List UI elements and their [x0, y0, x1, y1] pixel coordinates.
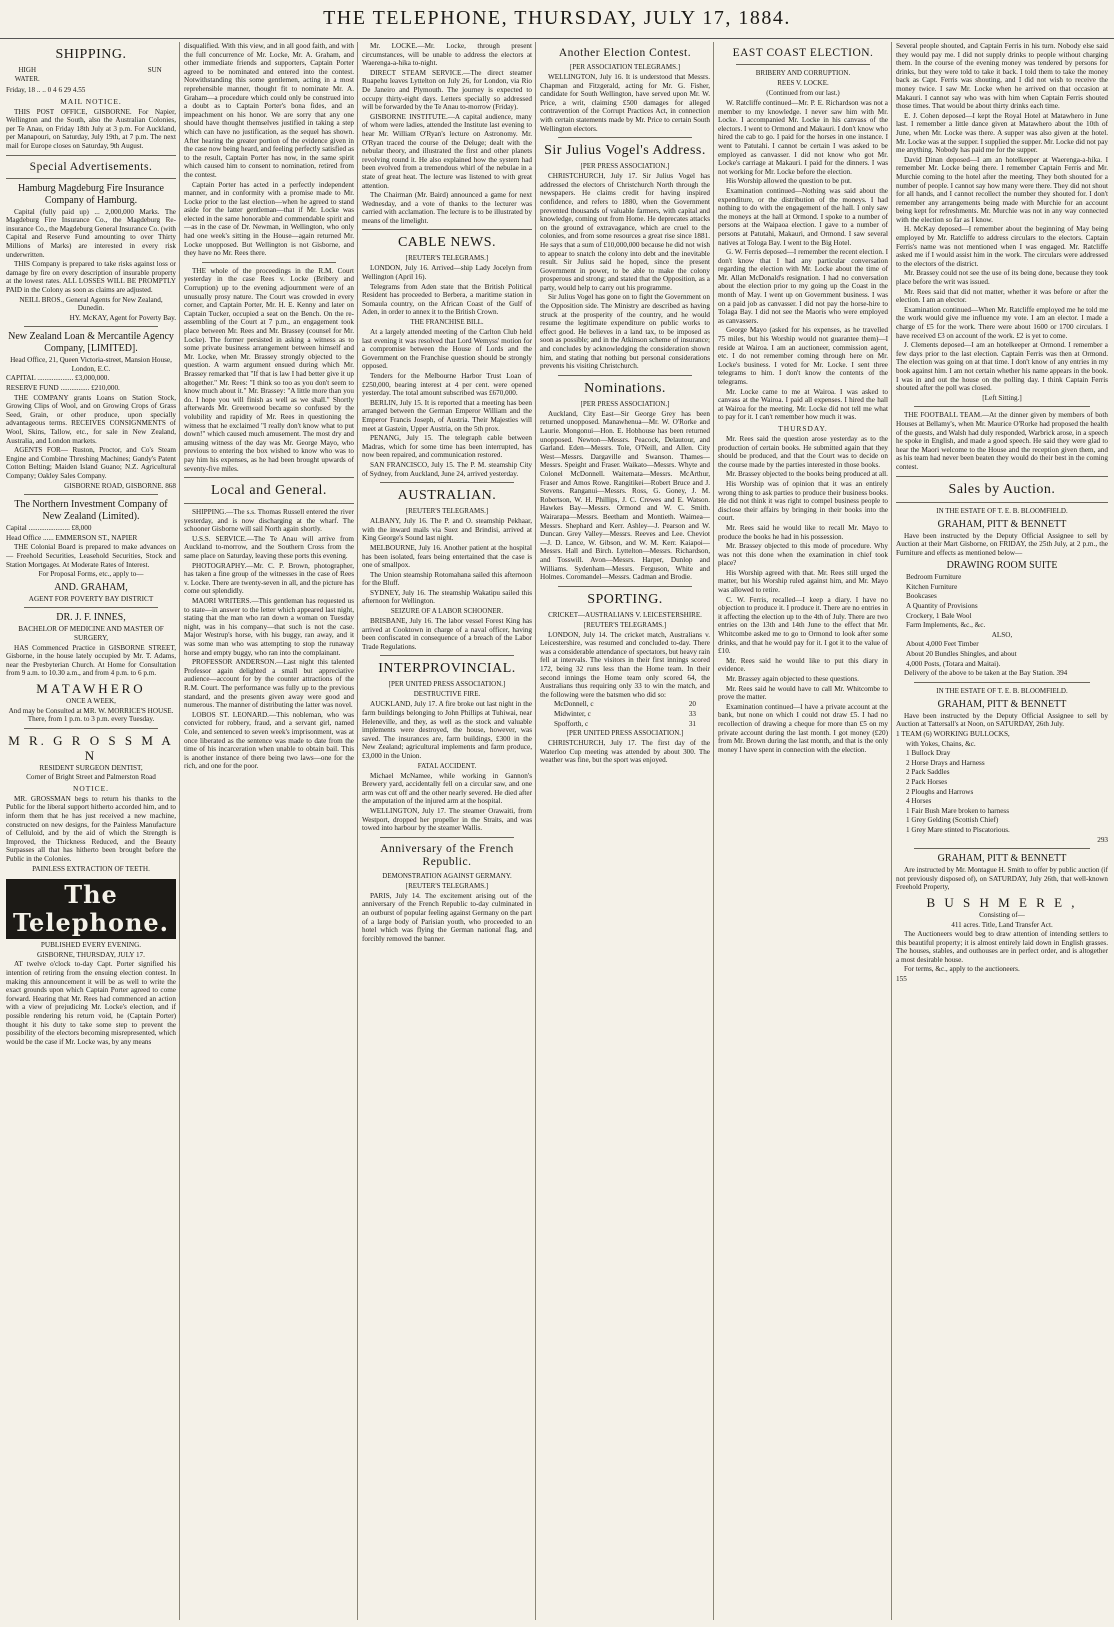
local-item: SHIPPING.—The s.s. Thomas Russell entered the river yesterday, and is now discharging at the wharf. The schooner Gisborne will sail North again shortly.	[184, 508, 354, 534]
evidence-para: Mr. Rees said he would have to call Mr. Whitcombe to prove the matter.	[718, 684, 888, 702]
auction-item: Farm Implements, &c., &c.	[906, 621, 986, 630]
local-item: PHOTOGRAPHY.—Mr. C. P. Brown, photographer, has taken a fine group of the witnesses in the case of Rees v. Locke. There are twenty-seven in all, and the picture has come out splendidly.	[184, 561, 354, 596]
evidence-para: C. W. Ferris, recalled—I keep a diary. I have no objection to produce it. I produce it. There are no entries in it affecting the election up to the 4th of July. There are two entries on the 13th and 14th June to the effect that Mr. Whitcombe asked me to go to Ormond to look after some drinks, and that he would pay for it. I got it to the value of £10.	[718, 595, 888, 656]
score-name: Spofforth, c	[554, 719, 589, 728]
auctioneer-name: GRAHAM, PITT & BENNETT	[937, 518, 1067, 530]
closing-text: The Auctioneers would beg to draw attention of intending settlers to this beautiful property; it is almost entirely laid down in English grasses. The houses, stables, and outhouses are in perfect order, and is altogether a most desirable house.	[896, 930, 1108, 964]
evidence-para: His Worship agreed with that. Mr. Rees still urged the matter, but his Worship ruled against him, and Mr. Mayo was allowed to retire.	[718, 568, 888, 595]
nominations-source: [PER PRESS ASSOCIATION.]	[580, 399, 670, 408]
waterloo-source: [PER UNITED PRESS ASSOCIATION.]	[566, 729, 684, 738]
teeth-line: PAINLESS EXTRACTION OF TEETH.	[32, 864, 150, 873]
acres-line: 411 acres. Title, Land Transfer Act.	[951, 920, 1053, 929]
innes-name: DR. J. F. INNES,	[56, 612, 126, 624]
column-1	[6, 42, 176, 1620]
hamburg-ad-title: Hamburg Magdeburg Fire Insurance Company of Hamburg.	[18, 182, 164, 206]
australian-item: The Union steamship Rotomahana sailed this afternoon for the Bluff.	[362, 570, 532, 588]
auction-item: 4 Horses	[906, 797, 932, 806]
auction-item: with Yokes, Chains, &c.	[906, 739, 976, 748]
evidence-para: Mr. Locke came to me at Wairoa. I was asked to canvass at the Wairoa. I paid all expenses. I hired the hall at Wairoa for the meeting. Mr. Locke did not tell me what to pay for it. I can't remember how much it was.	[718, 387, 888, 422]
hamburg-ad-text-2: THIS Company is prepared to take risks against loss or damage by fire on every description of insurable property at the lowest rates. ALL LOSSES WILL BE PROMPTLY PAID in the Colony as soon as claims are adjusted.	[6, 260, 176, 294]
cable-item: At a largely attended meeting of the Carlton Club held last evening it was resolved that Lord Wemyss' motion for a compromise between the House of Lords and the Government on the Franchise question should be strongly opposed.	[362, 328, 532, 371]
auction-item: 2 Ploughs and Harrows	[906, 787, 974, 796]
evidence-para: E. J. Cohen deposed—I kept the Royal Hotel at Matawhero in June last. I remember a little dance given at Matawhero about the 10th of June, when Mr. Locke was there. A supper was also given at the hotel. Mr. Locke was at the supper. I supplied the supper. Mr. Locke did not pay me anything. Nobody has paid me for the supper.	[896, 111, 1108, 155]
grossman-sub: RESIDENT SURGEON DENTIST,	[39, 763, 143, 772]
interprovincial-item: WELLINGTON, July 17. The steamer Orawaiti, from Westport, dropped her propeller in the Straits, and was towed into harbour by the steamer Wallis.	[362, 806, 532, 833]
franchise-heading: THE FRANCHISE BILL.	[410, 318, 484, 327]
interprovincial-item: Michael McNamee, while working in Gannon's Brewery yard, accidentally fell on a circular saw, and one arm was cut off and the other nearly severed. He died after the amputation of the injured arm at the hospital.	[362, 771, 532, 806]
auctioneer-name: GRAHAM, PITT & BENNETT	[937, 853, 1067, 865]
australian-item: MELBOURNE, July 16. Another patient at the hospital has been isolated, fears being entertained that the case is one of smallpox.	[362, 543, 532, 570]
telephone-logo: The Telephone.	[6, 879, 176, 939]
case-title: REES V. LOCKE.	[777, 79, 829, 87]
australian-item: ALBANY, July 16. The P. and O. steamship Pekhaar, with the inward mails via Suez and Brindisi, arrived at King George's Sound last night.	[362, 517, 532, 543]
evidence-para: Several people shouted, and Captain Ferris in his turn. Nobody else said they would pay me. I did not supply drinks to people without charging them. In the course of the evening money was tendered by persons for drinks, but they were told to take it back. I told them to take the money back as Capt. Ferris was shouting, and I did not wish to receive the money twice. I saw Mr. Locke when he arrived on that occasion at Makauri. I cannot say who was with him when Captain Ferris shouted those times. That would be about thirty drinks each time.	[896, 42, 1108, 111]
estate-heading: IN THE ESTATE OF T. E. B. BLOOMFIELD.	[936, 506, 1068, 515]
continued-note: (Continued from our last.)	[766, 89, 840, 97]
auction-text: Have been instructed by the Deputy Official Assignee to sell by Auction at Tattersall's at Noon, on SATURDAY, 26th July.	[896, 711, 1108, 729]
election-contest-heading: Another Election Contest.	[558, 47, 692, 59]
dateline: GISBORNE, THURSDAY, JULY 17.	[37, 950, 145, 959]
nzloan-agents: AGENTS FOR— Ruston, Proctor, and Co's Steam Engine and Combine Threshing Machines; Gandy's Patent Cotton Belting; Maiden Island Guano; N.Z. Agricultural Company; Oakley Sales Company.	[6, 446, 176, 480]
seizure-heading: SEIZURE OF A LABOR SCHOONER.	[390, 607, 504, 616]
left-sitting: [Left Sitting.]	[982, 393, 1022, 402]
consisting-label: Consisting of—	[979, 910, 1025, 919]
notice-text: MR. GROSSMAN begs to return his thanks to the Public for the liberal support hitherto accorded him, and to inform them that he has just received a new machine, constructed on new designs, for the Painless Manufacture of Celluloid, and by the aid of which the Strength is Improved, the Thickness Reduced, and the Beauty Surpasses all that has hitherto been brought before the Public in the Colonies.	[6, 794, 176, 864]
auctioneer-name: GRAHAM, PITT & BENNETT	[937, 698, 1067, 710]
score-value: 31	[688, 719, 696, 728]
bribery-heading: BRIBERY AND CORRUPTION.	[755, 69, 851, 77]
cricket-source: [REUTER'S TELEGRAMS.]	[583, 620, 667, 629]
auction-item: 2 Horse Drays and Harness	[906, 758, 985, 767]
delivery-note: Delivery of the above to be taken at the Bay Station. 394	[904, 669, 1068, 678]
graham-sub: AGENT FOR POVERTY BAY DISTRICT	[28, 594, 154, 603]
election-contest-source: [PER ASSOCIATION TELEGRAMS.]	[569, 63, 681, 71]
column-2	[184, 42, 354, 1620]
hamburg-ad-text: Capital (fully paid up) ... 2,000,000 Marks. The Magdeburg Fire Insurance Co., the Magdeburg Re-insurance Co., the Magdeburg General Insurance Co. (with Capital and Reserve Fund amounting to over Thirty Millions of Marks) are interested in every risk underwritten.	[6, 207, 176, 259]
vogel-text-2: Sir Julius Vogel has gone on to fight the Government on the Opposition side. The Ministry are described as having struck at the prosperity of the country, and he would resume the legitimate expenditure on public works to effect good. He believes in a land tax, to be imposed as soon as possible; and in the Atkinson scheme of insurance; and concludes by acknowledging the consideration shown him, and stating that nothing but personal considerations prevents his visiting Christchurch.	[540, 293, 710, 371]
mail-notice-text: THIS POST OFFICE, GISBORNE. For Napier, Wellington and the South, also the Australian Colonies, per Te Anau, on Friday 18th July at 3 p.m. For Auckland, per Manapouri, on Saturday, July 19th, at 7 p.m. The next mail for Europe closes on Saturday, 9th August.	[6, 107, 176, 150]
local-item: U.S.S. SERVICE.—The Te Anau will arrive from Auckland to-morrow, and the Southern Cross from the same place on Saturday, leaving these ports this evening.	[184, 534, 354, 561]
auction-item: Crockery, 1 Bale Wool	[906, 611, 972, 620]
northern-capital: Capital ....................... £8,000	[6, 524, 92, 533]
tides-header	[6, 66, 176, 84]
leader-para-2: Captain Porter has acted in a perfectly independent manner, and in conformity with a promise made to Mr. Locke prior to the last election—when he agreed to stand aside for the latter gentleman—that if Mr. Locke was elected in the same honorable and commendable spirit and—as in the case of Dr. Newman, in Wellington, who only had one week's sitting in the House—again returned Mr. Locke unopposed. But Wellington is not Gisborne, and they have no Mr. Rees there.	[184, 180, 354, 258]
innes-text: HAS Commenced Practice in GISBORNE STREET, Gisborne, in the house lately occupied by Mr. T. Adams, near the Presbyterian Church. At Home for Consultation from 9 a.m. to 10.30 a.m., and from 4 p.m. to 6 p.m.	[6, 643, 176, 678]
east-coast-heading: EAST COAST ELECTION.	[732, 47, 874, 59]
graham-label: For Proposal Forms, etc., apply to—	[38, 570, 144, 579]
bushmere-title: B U S H M E R E ,	[926, 894, 1078, 910]
score-value: 20	[688, 700, 696, 709]
masthead: THE TELEPHONE, THURSDAY, JULY 17, 1884.	[0, 0, 1114, 39]
nzloan-ad-title: New Zealand Loan & Mercantile Agency Company, [LIMITED].	[8, 331, 174, 355]
column-rule	[713, 42, 714, 1620]
local-item: DIRECT STEAM SERVICE.—The direct steamer Ruapehu leaves Lyttelton on July 26, for London, via Rio De Janeiro and Plymouth. The journey is expected to occupy thirty-eight days. Letters specially so addressed will be forwarded by the Te Anau to-morrow (Friday).	[362, 68, 532, 112]
evidence-para: H. McKay deposed—I remember about the beginning of May being employed by Mr. Ratcliffe to address circulars to the electors. Captain Ferris's name was not mentioned when I was engaged. Mr. Ratcliffe asked me if I would assist him in the work. The circulars were addressed to the electors of the district.	[896, 225, 1108, 268]
nominations-text: Auckland, City East—Sir George Grey has been returned unopposed. Manawhenua—Mr. W. O'Rorke and Laurie. Mongonui—Hon. E. Hobhouse has been returned unopposed. Newton—Messrs. Peacock, Delautour, and Garland. Eden—Messrs. Tole, O'Neill, and Allen. City West—Messrs. Dargaville and Swanson. Thames—Messrs. Speight and Fraser. Waikato—Messrs. Whyte and Colonel McDonnell. Waitemata—Messrs. McArthur, Fraser and Amos Rowe. Rangitikei—Robert Bruce and J. Stevens. Ranganui—Messrs. Ross, G. Goney, J. M. Robertson, W. H. Phillips, J. C. Crewes and E. Watson. Hawkes Bay—Messrs. Ormond and W. C. Smith. Wairarapa—Messrs. Beetham and Montieth. Waimea—Messrs. Shephard and Kerr. Ashley—J. Pearson and W. Duncan. Grey Valley—Messrs. Reeves and Lee. Cheviot—J. D. Lance, W. Gibson, and W. M. Kerr. Kaiapoi—Messrs. Hall and Birch. Lyttelton—Messrs. Richardson, and Tosswill. Avon—Messrs. Harper, Dunlop and Williams. Sydenham—Messrs. Ferguson, White and Holmes. Coromandel—Messrs. Cadman and Brodie.	[540, 409, 710, 582]
evidence-para: G. W. Ferris deposed—I remember the recent election. I don't know that I had any particular conversation regarding the election with Mr. Locke about the time of Mr. Allan McDonald's resignation. I had no conversation about the election prior to my going up the Coast in the month of May. I went up on Government business. I was on a paid job as canvasser. I did not pay the horse-hire to Tolaga Bay. I did not see the Maoris who were employed as canvassers.	[718, 248, 888, 325]
cable-item: SAN FRANCISCO, July 15. The P. M. steamship City of Sydney, from Auckland, June 24, arrived yesterday.	[362, 460, 532, 478]
fatal-heading: FATAL ACCIDENT.	[417, 761, 477, 770]
election-contest-text: WELLINGTON, July 16. It is understood that Messrs. Chapman and Fitzgerald, acting for Mr. G. Fisher, candidate for South Wellington, have served upon Mr. W. Price, a writ, claiming £500 damages for alleged contravention of the Corrupt Practices Act, in connection with certain statements made by Mr. Price to certain South Wellington electors.	[540, 73, 710, 133]
grossman-address: Corner of Bright Street and Palmerston Road	[26, 773, 156, 782]
vogel-source: [PER PRESS ASSOCIATION.]	[580, 162, 670, 171]
interprovincial-item: AUCKLAND, July 17. A fire broke out last night in the farm buildings belonging to John Phillips at Tuhiwai, near Heleneville, and they, as well as the stock and valuable implements were destroyed, the house, however, was saved. The insurances are, farm buildings, £300 in the New Zealand; agricultural implements and farm produce, £3,000 in the Union.	[362, 700, 532, 760]
fire-heading: DESTRUCTIVE FIRE.	[413, 690, 481, 699]
evidence-para: W. Ratcliffe continued—Mr. P. E. Richardson was not a member to my knowledge. I never saw him with Mr. Locke. I accompanied Mr. Locke in his canvass of the electors. I went to Ormond and Makauri. I don't know who hired the cab to go. I paid for the horses in one instance. I went to Patutahi. I cannot be certain I was asked to be employed as canvasser. I did not know who got Mr. Locke's carriage at Makauri. I paid for the dinners. I was not working for Mr. Locke before the election.	[718, 99, 888, 176]
evidence-para: His Worship was of opinion that it was an entirely wrong thing to ask parties to produce their business books. He did not think it was right to compel business people to disclose their affairs by bringing in their books into the court.	[718, 479, 888, 523]
evidence-para: Examination continued—When Mr. Ratcliffe employed me he told me the work would give me influence my vote. I am an elector. I made a charge of £5 for the work. There were about 1600 or 1700 circulars. I have received £3 on account of the work. £2 is yet to come.	[896, 305, 1108, 340]
graham-name: AND. GRAHAM,	[54, 581, 128, 593]
mail-notice-heading: MAIL NOTICE.	[60, 96, 122, 106]
estate-heading: IN THE ESTATE OF T. E. B. BLOOMFIELD.	[936, 686, 1068, 695]
matawhero-text: And may be Consulted at MR. W. MORRICE'S HOUSE. There, from 1 p.m. to 3 p.m. every Tuesday.	[8, 706, 174, 724]
auction-item: Bookcases	[906, 592, 937, 601]
northern-text: THE Colonial Board is prepared to make advances on— Freehold Securities, Leasehold Securities, Stock and Station Mortgages. At Moderate Rates of Interest.	[6, 543, 176, 569]
score-row	[540, 720, 710, 729]
auction-text: Have been instructed by the Deputy Official Assignee to sell by Auction at their Mart Gisborne, on FRIDAY, the 25th July, at 2 p.m., the Furniture and effects as mentioned below—	[896, 531, 1108, 557]
evidence-para: Mr. Brassey could not see the use of its being done, because they took place before the writ was issued.	[896, 269, 1108, 287]
column-rule	[535, 42, 536, 1620]
nzloan-capital: CAPITAL .................... £3,000,000.	[6, 374, 110, 383]
score-row	[540, 700, 710, 709]
australian-source: [REUTER'S TELEGRAMS.]	[405, 507, 489, 516]
matawhero-label: MATAWHERO	[36, 680, 146, 696]
also-label: ALSO,	[991, 630, 1013, 639]
column-5	[718, 42, 888, 1620]
auction-item: 1 Grey Mare stinted to Piscatorious.	[906, 825, 1010, 834]
auction-item: Kitchen Furniture	[906, 582, 958, 591]
drawing-room-suite: DRAWING ROOM SUITE	[946, 560, 1058, 572]
cricket-text: LONDON, July 14. The cricket match, Australians v. Leicestershire, was resumed and concluded to-day. There was a considerable attendance of spectators, but heavy rain fell at intervals. The visitors in their first innings scored 172, being 32 runs less than the Home team. In their second innings the Home team only scored 64, the Australians thus requiring only 33 to win the match, and the following were the batsmen who did so:	[540, 630, 710, 699]
anniversary-heading: Anniversary of the French Republic.	[380, 842, 514, 868]
interprovincial-source: [PER UNITED PRESS ASSOCIATION.]	[388, 680, 506, 689]
leader-text: AT twelve o'clock to-day Capt. Porter signified his intention of retiring from the ensuing election contest. In making this announcement it will be as well to write the exact grounds upon which Captain Porter agreed to come forward. Hearing that Mr. Rees had commenced an action with a view of prejudicing Mr. Locke's election, and if possible rendering his return void, he (Captain Porter) thought it his duty to take some step to prevent the possibility of the electors becoming misrepresented, which would be the case if Mr. Locke was, by any means	[6, 960, 176, 1046]
cricket-heading: CRICKET—AUSTRALIANS V. LEICESTERSHIRE.	[548, 610, 702, 619]
local-item: LOBOS ST. LEONARD.—This nobleman, who was convicted for robbery, fraud, and a servant girl, named Cole, and sentenced to seven week's imprisonment, was at once liberated as the sentence was made to date from the time of his incarceration when unable to obtain bail. This is another instance of there being two laws—one for the rich, and one for the poor.	[184, 710, 354, 771]
score-row	[540, 710, 710, 719]
column-rule	[357, 42, 358, 1620]
innes-sub: BACHELOR OF MEDICINE AND MASTER OF SURGERY,	[18, 625, 164, 642]
notice-heading: NOTICE.	[73, 783, 109, 793]
evidence-para: Examination continued—I have a private account at the bank, but none on which I could not draw £5. I had no recollection of drawing a cheque for more than £5 on my private account during the last month. I got money (£20) from Mr. Brown during the last month, and that is the only money I have spent in connection with the election.	[718, 702, 888, 754]
northern-ad-title: The Northern Investment Company of New Zealand (Limited).	[14, 499, 168, 523]
column-3	[362, 42, 532, 1620]
local-item: PROFESSOR ANDERSON.—Last night this talented Professor again delighted a small but appreciative audience—account for by the counter attractions of the R.M. Court. The performance was fully up to the previous standard, and the presents given away were good and numerous. The manner of distributing the latter was novel.	[184, 658, 354, 710]
matawhero-sub: ONCE A WEEK,	[66, 696, 116, 705]
local-item: GISBORNE INSTITUTE.—A capital audience, many of whom were ladies, attended the Institute last evening to hear Mr. William O'Ryan's lecture on Astronomy. Mr. O'Ryan traced the course of the Deluge; dealt with the nebular theory, and illustrated the first and other planets revolving round it. He also explained how the system had been evolved from a tremendous whirl of the nebulae in a state of great heat. The lecture was listened to with great attention.	[362, 112, 532, 190]
nominations-heading: Nominations.	[584, 380, 666, 396]
score-name: McDonnell, c	[554, 700, 594, 709]
auction-item: 1 Fair Bush Mare broken to harness	[906, 806, 1010, 815]
auction-item: About 4,000 Feet Timber	[906, 640, 979, 649]
auction-item: 4,000 Posts, (Totara and Maitai).	[906, 659, 1001, 668]
australian-item: SYDNEY, July 16. The steamship Wakatipu sailed this afternoon for Wellington.	[362, 588, 532, 606]
local-item: MAORI WRITERS.—This gentleman has requested us to state—in answer to the letter which appeared last night, stating that the man who ran down a woman on Tuesday night, was in his company—that such is not the case. Major Westrup's horse, with his buggy, ran away, and it was some man who was attempting to stop the runaway horse and empty buggy, who ran into the complainant.	[184, 597, 354, 657]
column-4	[540, 42, 710, 1620]
score-value: 33	[688, 710, 696, 719]
column-rule	[891, 42, 892, 1620]
australian-heading: AUSTRALIAN.	[397, 488, 497, 504]
auction-item: About 20 Bundles Shingles, and about	[906, 650, 1017, 659]
nzloan-sign: GISBORNE ROAD, GISBORNE. 868	[63, 481, 176, 490]
cable-source: [REUTER'S TELEGRAMS.]	[405, 254, 489, 263]
evidence-para: Mr. Brassey objected to the books being produced at all.	[726, 470, 888, 479]
sporting-heading: SPORTING.	[587, 591, 663, 607]
evidence-para: Mr. Brassey objected to this mode of procedure. Why was not this done when the examination in chief took place?	[718, 542, 888, 568]
tides-row: Friday, 18 .. .. 0 4 6 29 4.55	[6, 86, 86, 94]
cable-item: PENANG, July 15. The telegraph cable between Madras, which for some time has been interrupted, has now been repaired, and communication restored.	[362, 434, 532, 460]
demonstration-text: PARIS, July 14. The excitement arising out of the anniversary of the French Republic to-day culminated in an outburst of popular feeling against Germany on the part of a large body of Parisian youth, who proceeded to an hotel which was flying the German national flag, and forcibly removed the banner.	[362, 891, 532, 943]
cable-item: BERLIN, July 15. It is reported that a meeting has been arranged between the German Emperor William and the Emperor Francis Joseph, of Austria. Their Majesties will meet at Gastein, Upper Austria, on the 5th prox.	[362, 398, 532, 433]
team-heading: 1 TEAM (6) WORKING BULLOCKS,	[896, 730, 1010, 738]
tides-label: HIGH WATER.	[14, 66, 40, 83]
evidence-para: Mr. Rees said he would like to put this diary in evidence.	[718, 656, 888, 674]
evidence-para: David Dinan deposed—I am an hotelkeeper at Waerenga-a-hika. I remember Mr. Locke being there. I remember Captain Ferris and Mr. Murchie coming to the hotel after the meeting. They both shouted for a number of people. I cannot say how many were there. They did not shout for all hands, and I cannot recollect the number they shouted for. I don't remember any arrangements being made with Murchie for an account being kept for refreshments. Mr. Murchie was not in any way connected with the election so far as I know.	[896, 155, 1108, 224]
cable-news-heading: CABLE NEWS.	[397, 235, 497, 251]
vogel-heading: Sir Julius Vogel's Address.	[544, 143, 706, 159]
published-line: PUBLISHED EVERY EVENING.	[40, 941, 142, 950]
leader-continued: disqualified. With this view, and in all good faith, and with the full concurrence of Mr. Locke, Mr. A. Graham, and other immediate friends and supporters, Captain Porter agreed to be nominated and entered into the contest. Notwithstanding this some gentlemen, acting in a most reprehensible manner, thought fit to nominate Mr. A. Graham—a procedure which could only be construed into a doubt as to Captain Porter's bona fides, and an impeachment on his honor. We are sorry that any one should have thought themselves justified in taking a step which can have no justification, as the sequel has shown. After hearing the greater portion of the evidence given in the case now being heard, and feeling perfectly satisfied as to the result, Captain Porter has now, in the same spirit which caused him to consent to nomination, retired from the contest.	[184, 42, 354, 179]
cable-item: Tenders for the Melbourne Harbor Trust Loan of £250,000, bearing interest at 4 per cent. were opened yesterday. The total amount subscribed was £670,000.	[362, 372, 532, 398]
tides-sun-label: SUN	[147, 66, 162, 74]
demonstration-heading: DEMONSTRATION AGAINST GERMANY.	[382, 871, 512, 880]
auction-item: Bedroom Furniture	[906, 573, 962, 582]
waterloo-text: CHRISTCHURCH, July 17. The first day of the Waterloo Cup meeting was attended by about 300. The weather was fine, but the sport was enjoyed.	[540, 739, 710, 765]
grossman-title: M R. G R O S S M A N	[8, 732, 174, 763]
evidence-para: Mr. Rees said the question arose yesterday as to the production of certain books. He submitted again that they should be produced, and that the Court was to decide on the course made by the parties interested in those books.	[718, 434, 888, 469]
column-rule	[179, 42, 180, 1620]
nzloan-office: Head Office, 21, Queen Victoria-street, Mansion House, London, E.C.	[10, 356, 172, 373]
nzloan-text: THE COMPANY grants Loans on Station Stock, Growing Clips of Wool, and on Growing Crops of Grass Seed, Grain, or other produce, upon specially advantageous terms. RECEIVES CONSIGNMENTS of Wool, Skins, Tallow, etc., for sale in New Zealand, Australia, and London markets.	[6, 393, 176, 445]
local-item: The Chairman (Mr. Baird) announced a game for next Wednesday, and a vote of thanks to the lecturer was carried with acclamation. The lecture is to be illustrated by means of the limelight.	[362, 191, 532, 225]
demonstration-source: [REUTER'S TELEGRAMS.]	[405, 881, 489, 890]
local-item: Mr. LOCKE.—Mr. Locke, through present circumstances, will be unable to address the electors at Waerenga-a-hika to-night.	[362, 42, 532, 68]
evidence-para: J. Clements deposed—I am an hotelkeeper at Ormond. I remember a few days prior to the last election. Captain Ferris was then at Ormond. The election was going on at that time. I don't know of any entries in my book against him. I am not certain whether his name appears in the book. I was in and out the house on the polling day. I think Captain Ferris shouted after the poll was closed.	[896, 341, 1108, 393]
auction-item: 1 Bullock Dray	[906, 749, 951, 758]
evidence-para: Mr. Brassey again objected to these questions.	[726, 675, 859, 683]
auction-item: 2 Pack Horses	[906, 777, 948, 786]
northern-office: Head Office ...... EMMERSON ST., NAPIER	[6, 533, 138, 542]
evidence-para: Examination continued—Nothing was said about the expenditure, or the distribution of the moneys. I had nothing to do with the engagement of the hall. I only saw the moneys at the hall at Ormond. I spoke to a number of persons at the Waipaoa election. I gave to a number of persons at Patutahi, Makauri, and Ormond. I saw several natives at Tologa Bay. I went to the Big Hotel.	[718, 186, 888, 247]
ad-number: 293	[1097, 835, 1108, 844]
terms-line: For terms, &c., apply to the auctioneers.	[904, 965, 1020, 974]
vogel-text: CHRISTCHURCH, July 17. Sir Julius Vogel has addressed the electors of Christchurch North through the newspapers. He claims credit for having inspired confidence, and refers to 1880, when the Government prevented thousands of valuable farmers, with capital and knowledge, coming out from Home. He deprecates attacks on the ground of extravagance, which are cruel to the colonies, and from some resources a great rise since 1881. He says that a sum of £10,000,000 because he did not wish to appear to snatch the colony into debt and the inevitable result. Sir Julius said he hoped, since the present Government in power, to be able to make the colony prosperous and strong; and stated that the Opposition, as a party, would help to carry out his programme.	[540, 172, 710, 292]
sales-auction-heading: Sales by Auction.	[948, 481, 1056, 497]
interprovincial-heading: INTERPROVINCIAL.	[378, 661, 516, 677]
score-name: Midwinter, c	[554, 710, 591, 719]
auction-text: Are instructed by Mr. Montague H. Smith to offer by public auction (if not previously disposed of), on SATURDAY, July 26th, that well-known Freehold Property,	[896, 866, 1108, 892]
evidence-para: George Mayo (asked for his expenses, as he travelled 75 miles, but his Worship would not guarantee them)—I reside at Wairoa. I am an auctioneer, commission agent, etc. I do not remember coming through here on Mr. Locke's business. I voted for Mr. Locke. I sent three telegrams to him. I don't know the contents of the telegrams.	[718, 326, 888, 386]
shipping-heading: SHIPPING.	[55, 47, 127, 62]
australian-item: BRISBANE, July 16. The labor vessel Forest King has arrived at Cooktown in charge of a naval officer, having been confiscated in consequence of a breach of the Labor Trade Regulations.	[362, 617, 532, 651]
cable-item: Telegrams from Aden state that the British Political Resident has proceeded to Berbera, a maritime station in Somaula country, on the African Coast of the Gulf of Aden, in order to annex it to the British Crown.	[362, 282, 532, 317]
evidence-para: Mr. Rees said he would like to recall Mr. Mayo to produce the books he had in his possession.	[718, 523, 888, 541]
evidence-para: His Worship allowed the question to be put.	[726, 177, 852, 186]
evidence-para: Mr. Rees said that did not matter, whether it was before or after the election. I am an elector.	[896, 287, 1108, 305]
thursday-heading: THURSDAY.	[778, 423, 828, 433]
local-general-heading: Local and General.	[211, 483, 327, 499]
ad-number: 155	[896, 975, 907, 984]
auction-item: A Quantity of Provisions	[906, 602, 978, 611]
football-item: THE FOOTBALL TEAM.—At the dinner given by members of both Houses at Bellamy's, when Mr. Maurice O'Rorke had proposed the health of the guests, and Walsh had duly responded, Warbrick arose, in a speech he spoke in English, and made a good speech. He said they were glad to hear the Maori welcome to the House and the reception given them, and as his team had never been beaten they would do their best in the coming contest.	[896, 411, 1108, 471]
neill-bros: NEILL BROS., General Agents for New Zealand, Dunedin.	[19, 295, 163, 313]
mckay-agent: HY. McKAY, Agent for Poverty Bay.	[69, 313, 176, 322]
auction-item: 1 Grey Gelding (Scottish Chief)	[906, 816, 999, 825]
court-report: THE whole of the proceedings in the R.M. Court yesterday in the case Rees v. Locke (Bribery and Corruption) up to the evening adjournment were of an unusually prosy nature. The Court was crowded in every corner, and Captain Porter, Mr. H. E. Kenny and later on Captain Tucker, occupied a seat on the Bench. On the re-assembling of the Court at 7 p.m., an engagement took place between Mr. Rees and Mr. Brassey (counsel for Mr. Locke). The former persisted in asking a witness as to some private business arrangement between himself and Mr. Locke, when Mr. Brassey strongly objected to the question. A warm argument ensued during which Mr. Brassey remarked that "If that is law I had better give it up altogether." Mr. Rees: "I think so too as you don't seem to know much about it." Mr. Brassey: "A little more than you do. I hope you will finish as well as we shall." Shortly afterwards Mr. Greenwood became so confused by the volubility and rapidity of Mr. Rees in questioning the witness that he exclaimed "I really don't know what to put down!" which caused much amusement. The most dry and amusing witness of the day was Mr. George Mayo, who previous to entering the box wished to know who was to pay him his expenses, as he had been brought upwards of seventy-five miles.	[184, 266, 354, 473]
special-ads-heading: Special Advertisements.	[29, 160, 153, 173]
nzloan-reserve: RESERVE FUND ................ £210,000.	[6, 384, 120, 393]
cable-item: LONDON, July 16. Arrived—ship Lady Jocelyn from Wellington (April 16).	[362, 264, 532, 282]
auction-item: 2 Pack Saddles	[906, 768, 950, 777]
column-6	[896, 42, 1108, 1620]
